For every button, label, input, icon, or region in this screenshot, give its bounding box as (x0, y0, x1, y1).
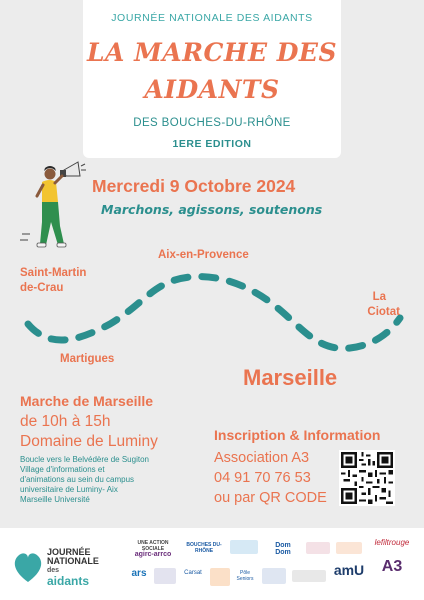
marche-desc-line: Village d'informations et (20, 465, 105, 474)
jna-line2: NATIONALE (47, 556, 99, 566)
partner-label: UNE ACTION SOCIALE (137, 540, 169, 552)
marche-place: Domaine de Luminy (20, 433, 158, 450)
qr-code[interactable] (339, 450, 395, 506)
event-title (83, 34, 341, 108)
city-saint-martin-line2: de-Crau (20, 282, 64, 294)
partners-footer (0, 528, 424, 600)
partner-logo-icon (292, 570, 326, 582)
marche-description (20, 455, 210, 505)
city-la-ciotat-line2: Ciotat (367, 306, 400, 318)
event-title-line1: LA MARCHE DES (86, 38, 338, 67)
partner-ars (128, 568, 150, 579)
header-card (83, 0, 341, 158)
partner-label: Pôle Seniors (236, 570, 254, 582)
inscription-title: Inscription & Information (214, 427, 381, 443)
partner-logo-icon (210, 568, 230, 586)
marche-desc-line: Marseille Université (20, 495, 90, 504)
partner-amu (332, 562, 366, 578)
partner-bouches-du-rhone (184, 542, 224, 554)
partner-a3 (372, 558, 412, 576)
city-marseille (243, 366, 337, 390)
jna-line4: aidants (47, 574, 90, 588)
edition-badge: 1ERE EDITION (172, 138, 252, 150)
event-motto: Marchons, agissons, soutenons (101, 202, 323, 217)
city-martigues-line1: Martigues (60, 353, 115, 365)
partner-label: A3 (381, 558, 403, 575)
partner-logo-icon (306, 542, 330, 554)
partner-label: Dom Dom (275, 542, 291, 556)
marche-title: Marche de Marseille (20, 393, 154, 409)
event-region: DES BOUCHES-DU-RHÔNE (133, 117, 291, 129)
partner-label: lefiltrouge (374, 538, 410, 547)
partner-pole-seniors (234, 570, 256, 582)
city-saint-martin-line1: Saint-Martin (20, 267, 87, 279)
partner-logo-icon (262, 568, 286, 584)
inscription-qr-text: ou par QR CODE (214, 490, 327, 506)
inscription-phone[interactable]: 04 91 70 76 53 (214, 470, 311, 486)
event-date: Mercredi 9 Octobre 2024 (92, 176, 296, 196)
city-aix (158, 248, 249, 263)
event-kicker: JOURNÉE NATIONALE DES AIDANTS (111, 12, 313, 24)
partner-dom-dom (268, 542, 298, 556)
partner-label: BOUCHES DU-RHÔNE (186, 542, 222, 554)
marche-time: de 10h à 15h (20, 413, 111, 430)
partner-label: ars (131, 568, 147, 579)
jna-line3: des (47, 567, 60, 574)
marche-desc-line: Boucle vers le Belvédère de Sugiton (20, 455, 149, 464)
inscription-org: Association A3 (214, 450, 310, 466)
marche-desc-line: d'animations au sein du campus (20, 475, 135, 484)
city-martigues (60, 352, 114, 367)
city-saint-martin (20, 266, 86, 296)
partner-label: agirc-arrco (134, 551, 172, 558)
partner-label: amU (333, 562, 365, 578)
partner-carsat (180, 570, 206, 576)
partner-agirc-arrco (128, 540, 178, 558)
city-la-ciotat-line1: La (372, 291, 386, 303)
jna-logo-text (47, 548, 99, 587)
partner-logo-icon (230, 540, 258, 554)
marche-desc-line: universitaire de Luminy- Aix (20, 485, 118, 494)
partner-logo-icon (154, 568, 176, 584)
event-title-line2: AIDANTS (144, 75, 280, 104)
jna-line1: JOURNÉE (47, 547, 91, 557)
city-marseille-line1: Marseille (243, 365, 338, 390)
walker-illustration (20, 156, 86, 252)
partner-lefiltrouge (368, 538, 416, 547)
partner-label: Carsat (184, 570, 202, 576)
city-la-ciotat (360, 290, 400, 320)
partner-logo-icon (336, 542, 362, 554)
city-aix-line1: Aix-en-Provence (158, 249, 249, 261)
